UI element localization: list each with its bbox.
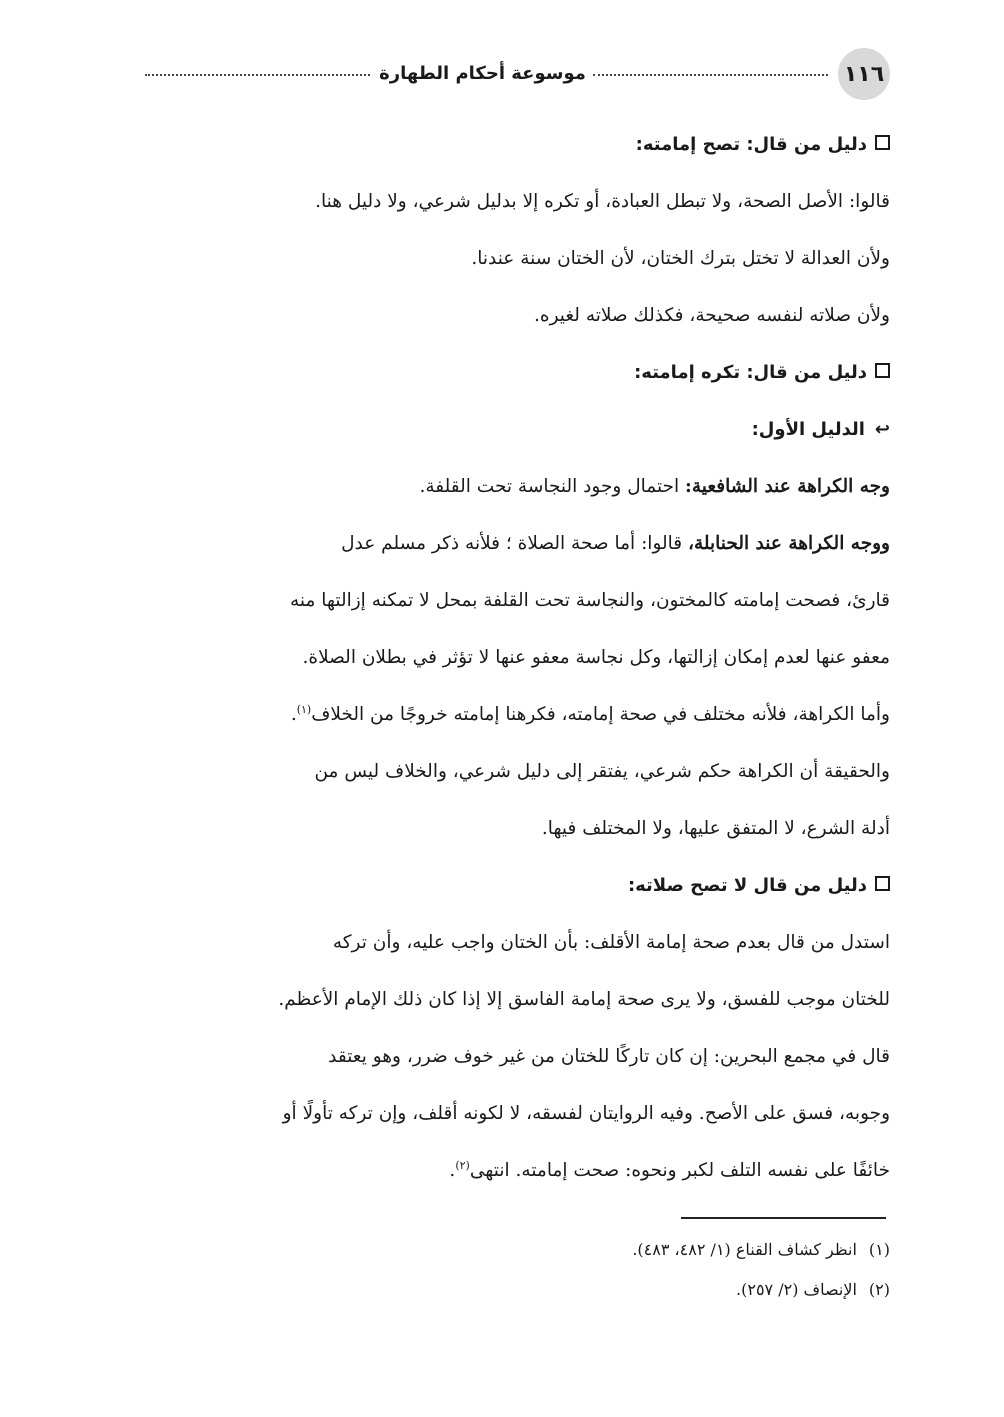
square-bullet-icon [875,363,890,378]
footnotes [400,1230,890,1310]
section-heading-invalid: دليل من قال لا تصح صلاته: [145,857,890,914]
paragraph-line: أدلة الشرع، لا المتفق عليها، ولا المختلف فيها. [541,818,890,839]
footnote-separator [681,1217,886,1219]
paragraph-line: قارئ، فصحت إمامته كالمختون، والنجاسة تحت القلفة بمحل لا تمكنه إزالتها منه [289,590,890,611]
header-dotted-rule-left [145,74,370,76]
section-heading-valid: دليل من قال: تصح إمامته: [145,116,890,173]
square-bullet-icon [875,876,890,891]
square-bullet-icon [875,135,890,150]
running-title: موسوعة أحكام الطهارة [379,63,586,84]
footnote [400,1270,890,1310]
paragraph: استدل من قال بعدم صحة إمامة الأقلف: بأن الختان واجب عليه، وأن تركه [332,932,890,953]
subheading-first-evidence: ↩الدليل الأول: [145,401,890,458]
section-heading-disliked: دليل من قال: تكره إمامته: [145,344,890,401]
paragraph: ووجه الكراهة عند الحنابلة، قالوا: أما صحة الصلاة ؛ فلأنه ذكر مسلم عدل [341,533,890,554]
footnote-text: انظر كشاف القناع (١/ ٤٨٢، ٤٨٣). [632,1240,857,1259]
page-body [145,116,890,1199]
paragraph-line: خائفًا على نفسه التلف لكبر ونحوه: صحت إمامته. انتهى$^{(٢)}$. [449,1158,890,1181]
footnote [400,1230,890,1270]
paragraph: قالوا: الأصل الصحة، ولا تبطل العبادة، أو تكره إلا بدليل شرعي، ولا دليل هنا. [315,191,890,212]
footnote-number: (١) [868,1240,890,1259]
paragraph: وأما الكراهة، فلأنه مختلف في صحة إمامته، فكرهنا إمامته خروجًا من الخلاف$^{(١)}$. [290,702,890,725]
paragraph: ولأن صلاته لنفسه صحيحة، فكذلك صلاته لغيره. [534,305,890,326]
footnote-ref[interactable]: (١) [296,702,312,716]
paragraph: والحقيقة أن الكراهة حكم شرعي، يفتقر إلى دليل شرعي، والخلاف ليس من [314,761,890,782]
page-header [145,48,890,100]
paragraph-line: معفو عنها لعدم إمكان إزالتها، وكل نجاسة معفو عنها لا تؤثر في بطلان الصلاة. [302,647,890,668]
footnote-ref[interactable]: (٢) [455,1158,470,1172]
footnote-number: (٢) [868,1280,890,1299]
page-number: ١١٦ [838,48,890,100]
paragraph: ولأن العدالة لا تختل بترك الختان، لأن الختان سنة عندنا. [471,248,890,269]
header-dotted-rule-right [593,74,828,76]
footnote-text: الإنصاف (٢/ ٢٥٧). [736,1280,857,1299]
paragraph: قال في مجمع البحرين: إن كان تاركًا للختان من غير خوف ضرر، وهو يعتقد [328,1046,890,1067]
paragraph-line: وجوبه، فسق على الأصح. وفيه الروايتان لفسقه، لا لكونه أقلف، وإن تركه تأولًا أو [282,1103,890,1124]
paragraph: وجه الكراهة عند الشافعية: احتمال وجود النجاسة تحت القلفة. [419,476,890,497]
arrow-bullet-icon: ↩ [874,419,890,440]
paragraph-line: للختان موجب للفسق، ولا يرى صحة إمامة الفاسق إلا إذا كان ذلك الإمام الأعظم. [278,989,890,1010]
